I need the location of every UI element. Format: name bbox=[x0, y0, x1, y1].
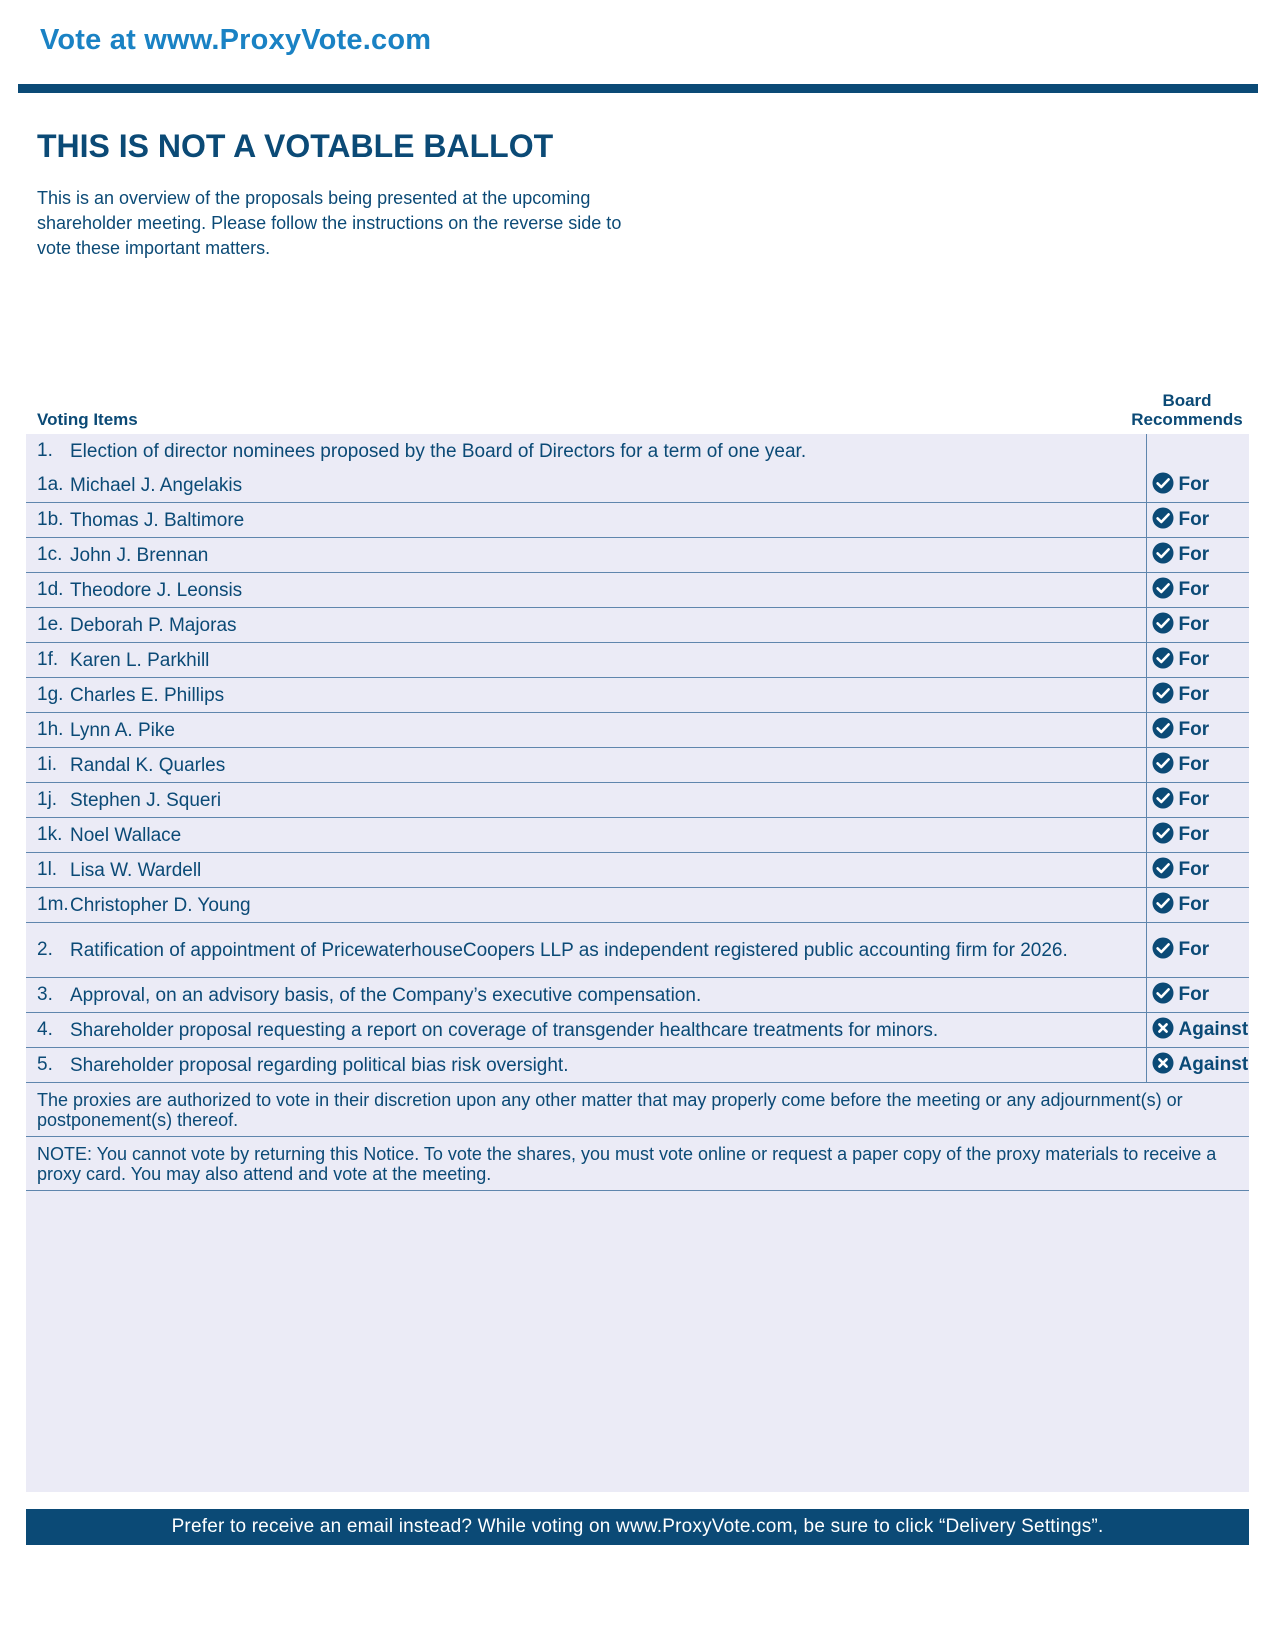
item-number: 1e. bbox=[26, 608, 70, 643]
item-text: Charles E. Phillips bbox=[70, 678, 1146, 713]
recommendation-label: For bbox=[1178, 718, 1210, 740]
recommendation-cell bbox=[1146, 783, 1249, 818]
page-title: THIS IS NOT A VOTABLE BALLOT bbox=[37, 128, 554, 164]
item-text: Thomas J. Baltimore bbox=[70, 503, 1146, 538]
recommendation-cell bbox=[1146, 643, 1249, 678]
proposal-row-2 bbox=[26, 923, 1249, 978]
recommendation-cell bbox=[1146, 678, 1249, 713]
item-number: 1a. bbox=[26, 468, 70, 503]
check-circle-icon bbox=[1152, 577, 1174, 599]
item-number: 1d. bbox=[26, 573, 70, 608]
proxyvote-link[interactable]: Vote at www.ProxyVote.com bbox=[40, 24, 432, 56]
check-circle-icon bbox=[1152, 892, 1174, 914]
item-number: 1i. bbox=[26, 748, 70, 783]
recommendation-label: For bbox=[1178, 753, 1210, 775]
proposal-row-1l bbox=[26, 853, 1249, 888]
recommendation-cell bbox=[1146, 888, 1249, 923]
recommendation-label: For bbox=[1178, 858, 1210, 880]
proposal-row-1c bbox=[26, 538, 1249, 573]
proposal-row-1d bbox=[26, 573, 1249, 608]
recommendation-cell bbox=[1146, 573, 1249, 608]
recommendation-label: Against bbox=[1178, 1053, 1249, 1075]
voting-items-panel bbox=[26, 434, 1249, 1492]
item-number: 1j. bbox=[26, 783, 70, 818]
recommendation-cell bbox=[1146, 748, 1249, 783]
recommendation-cell bbox=[1146, 1013, 1249, 1048]
item-text: Election of director nominees proposed by the Board of Directors for a term of one year. bbox=[70, 440, 807, 462]
recommendation-cell bbox=[1146, 503, 1249, 538]
recommendation-label: For bbox=[1178, 683, 1210, 705]
item-number: 1k. bbox=[26, 818, 70, 853]
recommendation-label: For bbox=[1178, 788, 1210, 810]
recommendation-cell bbox=[1146, 923, 1249, 978]
proposal-row-1k bbox=[26, 818, 1249, 853]
header-divider bbox=[18, 84, 1258, 93]
recommendation-cell bbox=[1146, 978, 1249, 1013]
check-circle-icon bbox=[1152, 647, 1174, 669]
check-circle-icon bbox=[1152, 472, 1174, 494]
recommendation-cell bbox=[1146, 818, 1249, 853]
item-text: Randal K. Quarles bbox=[70, 748, 1146, 783]
item-number: 1h. bbox=[26, 713, 70, 748]
recommendation-label: For bbox=[1178, 648, 1210, 670]
item-number: 3. bbox=[26, 978, 70, 1013]
item-number: 1g. bbox=[26, 678, 70, 713]
item-text: Theodore J. Leonsis bbox=[70, 573, 1146, 608]
item-text: Michael J. Angelakis bbox=[70, 468, 1146, 503]
board-recommends-header-line2: Recommends bbox=[1131, 410, 1243, 429]
voting-items-table bbox=[26, 434, 1249, 1083]
item-text: John J. Brennan bbox=[70, 538, 1146, 573]
recommendation-label: Against bbox=[1178, 1018, 1249, 1040]
check-circle-icon bbox=[1152, 857, 1174, 879]
item-number: 1c. bbox=[26, 538, 70, 573]
check-circle-icon bbox=[1152, 612, 1174, 634]
item-number: 1b. bbox=[26, 503, 70, 538]
item-number: 5. bbox=[26, 1048, 70, 1083]
item-text: Christopher D. Young bbox=[70, 888, 1146, 923]
check-circle-icon bbox=[1152, 787, 1174, 809]
item-text: Lisa W. Wardell bbox=[70, 853, 1146, 888]
proposal-row-1m bbox=[26, 888, 1249, 923]
item-number: 4. bbox=[26, 1013, 70, 1048]
proposal-row-1j bbox=[26, 783, 1249, 818]
item-text: Ratification of appointment of PricewaterhouseCoopers LLP as independent registered public accounting firm for 2026. bbox=[70, 923, 1146, 978]
x-circle-icon bbox=[1152, 1052, 1174, 1074]
proposal-row-4 bbox=[26, 1013, 1249, 1048]
recommendation-label: For bbox=[1178, 613, 1210, 635]
item-text: Lynn A. Pike bbox=[70, 713, 1146, 748]
recommendation-label: For bbox=[1178, 823, 1210, 845]
item-text: Approval, on an advisory basis, of the Company’s executive compensation. bbox=[70, 978, 1146, 1013]
recommendation-cell bbox=[1146, 608, 1249, 643]
proposal-row-5 bbox=[26, 1048, 1249, 1083]
proposal-1-heading-row bbox=[26, 434, 1249, 468]
item-text: Karen L. Parkhill bbox=[70, 643, 1146, 678]
recommendation-label: For bbox=[1178, 508, 1210, 530]
recommendation-cell bbox=[1146, 713, 1249, 748]
recommendation-label: For bbox=[1178, 578, 1210, 600]
recommendation-cell bbox=[1146, 1048, 1249, 1083]
proposal-row-3 bbox=[26, 978, 1249, 1013]
recommendation-label: For bbox=[1178, 543, 1210, 565]
proposal-row-1h bbox=[26, 713, 1249, 748]
check-circle-icon bbox=[1152, 542, 1174, 564]
recommendation-cell-empty bbox=[1146, 434, 1249, 468]
proposal-row-1f bbox=[26, 643, 1249, 678]
check-circle-icon bbox=[1152, 752, 1174, 774]
recommendation-cell bbox=[1146, 538, 1249, 573]
proposal-row-1i bbox=[26, 748, 1249, 783]
recommendation-label: For bbox=[1178, 473, 1210, 495]
proposal-row-1a bbox=[26, 468, 1249, 503]
proposal-row-1e bbox=[26, 608, 1249, 643]
recommendation-label: For bbox=[1178, 893, 1210, 915]
voting-note: NOTE: You cannot vote by returning this Notice. To vote the shares, you must vote online or request a paper copy of the proxy materials to receive a proxy card. You may also attend and vote at the meeting. bbox=[26, 1137, 1249, 1191]
item-text: Deborah P. Majoras bbox=[70, 608, 1146, 643]
item-text: Shareholder proposal regarding political bias risk oversight. bbox=[70, 1048, 1146, 1083]
board-recommends-header-line1: Board bbox=[1162, 391, 1212, 410]
recommendation-cell bbox=[1146, 853, 1249, 888]
item-number: 1l. bbox=[26, 853, 70, 888]
check-circle-icon bbox=[1152, 822, 1174, 844]
check-circle-icon bbox=[1152, 507, 1174, 529]
voting-items-header: Voting Items bbox=[37, 410, 138, 429]
recommendation-label: For bbox=[1178, 938, 1210, 960]
delivery-settings-banner: Prefer to receive an email instead? While voting on www.ProxyVote.com, be sure to click “Delivery Settings”. bbox=[26, 1509, 1249, 1545]
proposal-row-1g bbox=[26, 678, 1249, 713]
check-circle-icon bbox=[1152, 982, 1174, 1004]
discretion-note: The proxies are authorized to vote in their discretion upon any other matter that may properly come before the meeting or any adjournment(s) or postponement(s) thereof. bbox=[26, 1083, 1249, 1137]
recommendation-label: For bbox=[1178, 983, 1210, 1005]
check-circle-icon bbox=[1152, 682, 1174, 704]
item-number: 1m. bbox=[26, 888, 70, 923]
item-text: Noel Wallace bbox=[70, 818, 1146, 853]
x-circle-icon bbox=[1152, 1017, 1174, 1039]
proposal-row-1b bbox=[26, 503, 1249, 538]
check-circle-icon bbox=[1152, 937, 1174, 959]
item-number: 2. bbox=[26, 923, 70, 978]
item-text: Stephen J. Squeri bbox=[70, 783, 1146, 818]
item-number: 1f. bbox=[26, 643, 70, 678]
item-text: Shareholder proposal requesting a report on coverage of transgender healthcare treatments for minors. bbox=[70, 1013, 1146, 1048]
recommendation-cell bbox=[1146, 468, 1249, 503]
item-number: 1. bbox=[37, 440, 53, 461]
intro-paragraph: This is an overview of the proposals being presented at the upcoming shareholder meeting. Please follow the instructions on the reverse side to vote these important matters. bbox=[37, 188, 622, 258]
board-recommends-header bbox=[1124, 391, 1250, 429]
check-circle-icon bbox=[1152, 717, 1174, 739]
